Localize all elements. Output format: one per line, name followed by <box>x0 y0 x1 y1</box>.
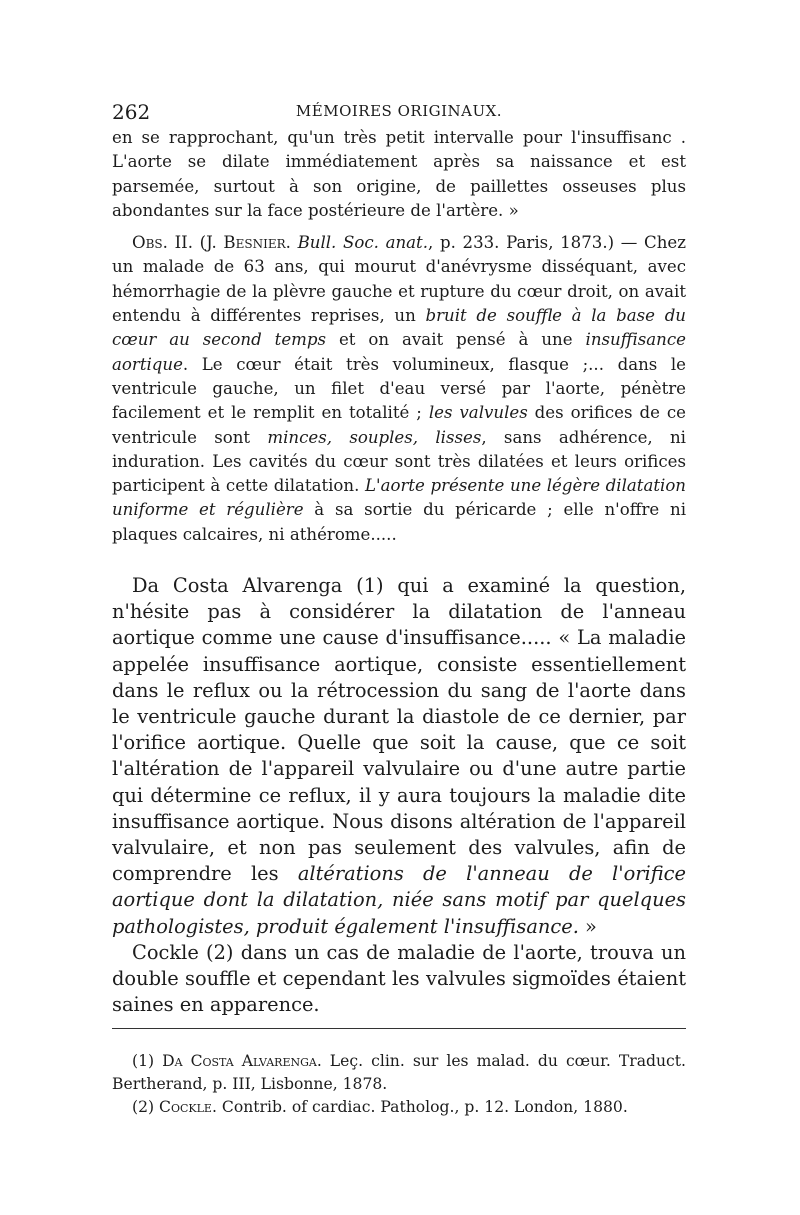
spacer <box>112 547 686 573</box>
emphasis-souffle: bruit de souffle à la base du cœur au second temps <box>112 306 686 350</box>
main-text-block <box>112 573 686 1018</box>
footnote-author: Cockle <box>159 1098 212 1116</box>
quote-continuation: en se rapprochant, qu'un très petit intervalle pour l'insuffisanc . L'aorte se dilate immédiatement après sa naissance et est parsemée, surtout à son origine, de paillettes osseuses plus abondantes sur la face postérieure de l'artère. » <box>112 128 686 220</box>
emphasis-minces: minces, souples, lisses <box>267 427 482 447</box>
paragraph-cockle: Cockle (2) dans un cas de maladie de l'aorte, trouva un double souffle et cependant les valvules sigmoïdes étaient saines en apparence. <box>112 940 686 1017</box>
closing-quote: » <box>578 914 597 938</box>
reference-tail: , p. 233. Paris, 1873.) — Chez un malade de 63 ans, qui mourut d'anévrysme disséquant, avec hémorrhagie de la plèvre gauche et rupture du cœur droit, on avait entendu à différentes reprises, un <box>112 233 686 326</box>
ref-separator: . <box>285 233 298 253</box>
running-head <box>112 96 686 126</box>
footnote-text: . Leç. clin. sur les malad. du cœur. Traduct. Bertherand, p. III, Lisbonne, 1878. <box>112 1052 686 1093</box>
spacer <box>112 223 686 231</box>
footnote-author: Da Costa Alvarenga <box>162 1052 317 1070</box>
obs-label: Obs. II. (J. <box>132 233 224 253</box>
emphasis-anneau: altérations de l'anneau de l'orifice aortique dont la dilatation, niée sans motif par quelques pathologistes, produit également l'insuffisance. <box>112 862 686 938</box>
observation-text: . Le cœur était très volumineux, flasque ;... dans le ventricule gauche, un filet d'eau versé par l'aorte, pénètre facilement et le remplit en totalité ; <box>112 354 686 423</box>
footnote-2 <box>112 1096 686 1119</box>
footnote-text: . Contrib. of cardiac. Patholog., p. 12. London, 1880. <box>211 1098 628 1116</box>
paragraph-alvarenga <box>112 573 686 940</box>
emphasis-insuffisance: insuffisance aortique <box>112 330 686 374</box>
observation-text: , sans adhérence, ni induration. Les cavités du cœur sont très dilatées et leurs orifices participent à cette dilatation. <box>112 427 686 496</box>
page-number: 262 <box>112 100 151 124</box>
journal-title: Bull. Soc. anat. <box>297 233 429 253</box>
footnote-mark: (2) <box>132 1098 160 1116</box>
footnote-1 <box>112 1050 686 1096</box>
emphasis-valvules: les valvules <box>428 403 528 423</box>
observation-text: des orifices de ce ventricule sont <box>112 403 686 447</box>
footnotes <box>112 1050 686 1119</box>
observation-text: et on avait pensé à une <box>326 330 586 350</box>
page-content <box>112 96 686 1019</box>
running-title: MÉMOIRES ORIGINAUX. <box>295 102 503 120</box>
footnote-mark: (1) <box>132 1052 163 1070</box>
observation-paragraph <box>112 231 686 547</box>
footnote-divider <box>112 1028 686 1029</box>
observation-text: à sa sortie du péricarde ; elle n'offre ni plaques calcaires, ni athérome..... <box>112 500 686 544</box>
quoted-observation-block <box>112 126 686 547</box>
emphasis-aorte: L'aorte présente une légère dilatation uniforme et régulière <box>112 476 686 520</box>
author-name: Besnier <box>223 233 286 253</box>
paragraph-text: Da Costa Alvarenga (1) qui a examiné la question, n'hésite pas à considérer la dilatation de l'anneau aortique comme une cause d'insuffisance..... « La maladie appelée insuffisance aortique, consiste essentiellement dans le reflux ou la rétrocession du sang de l'aorte dans le ventricule gauche durant la diastole de ce dernier, par l'orifice aortique. Quelle que soit la cause, que ce soit l'altération de l'appareil valvulaire ou d'une autre partie qui détermine ce reflux, il y aura toujours la maladie dite insuffisance aortique. Nous disons altération de l'appareil valvulaire, et non pas seulement des valvules, afin de comprendre les <box>112 574 686 886</box>
